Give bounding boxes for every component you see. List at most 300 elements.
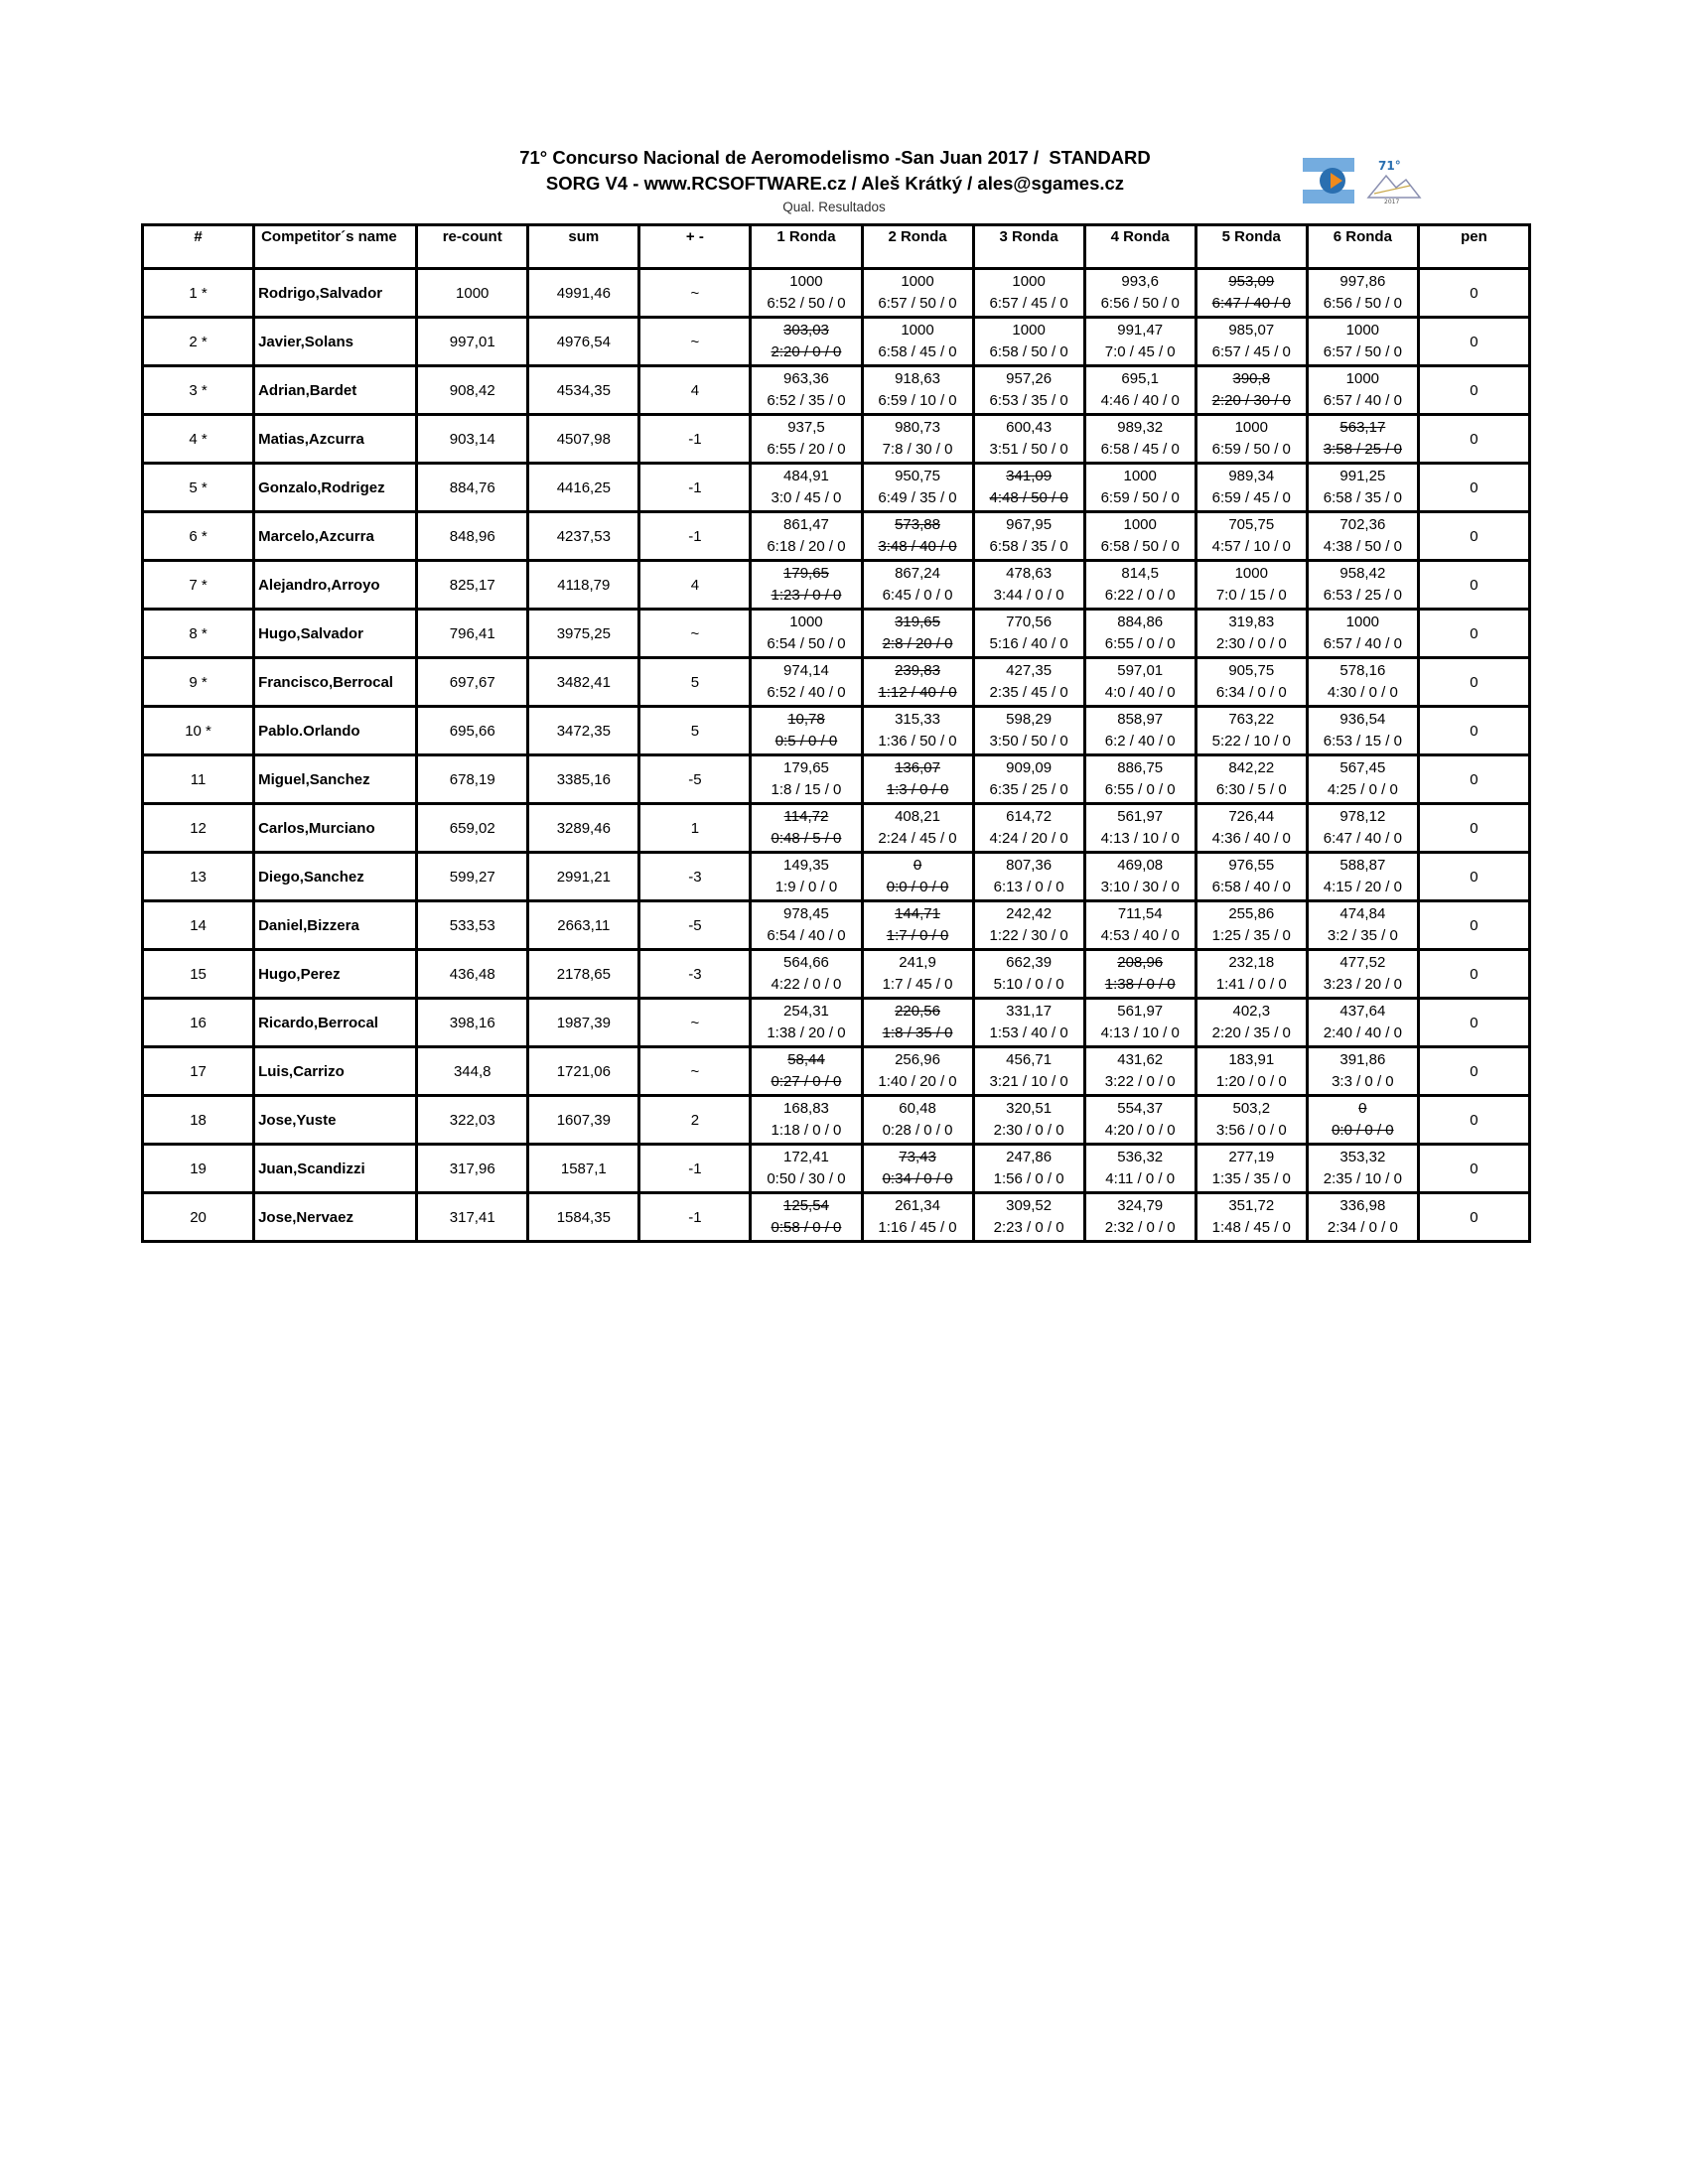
round-time-points: 3:22 / 0 / 0 bbox=[1104, 1073, 1176, 1090]
round-score: 598,29 bbox=[1006, 711, 1053, 728]
round-6-cell bbox=[1307, 415, 1418, 464]
round-time-points: 4:46 / 40 / 0 bbox=[1100, 392, 1180, 409]
round-score: 144,71 bbox=[895, 905, 940, 922]
round-score: 1000 bbox=[1345, 614, 1380, 630]
round-score: 309,52 bbox=[1006, 1197, 1053, 1214]
recount-cell: 695,66 bbox=[417, 707, 528, 755]
competitor-name: Diego,Sanchez bbox=[254, 853, 417, 901]
round-score: 408,21 bbox=[895, 808, 940, 825]
penalty-cell: 0 bbox=[1418, 901, 1529, 950]
round-score: 261,34 bbox=[895, 1197, 940, 1214]
round-score: 807,36 bbox=[1006, 857, 1053, 874]
round-5-cell bbox=[1196, 512, 1307, 561]
table-row bbox=[143, 1096, 1530, 1145]
round-time-points: 7:0 / 15 / 0 bbox=[1215, 587, 1287, 604]
round-time-points: 3:56 / 0 / 0 bbox=[1215, 1122, 1287, 1139]
round-time-points: 4:36 / 40 / 0 bbox=[1211, 830, 1291, 847]
round-5-cell bbox=[1196, 658, 1307, 707]
round-2-cell bbox=[862, 1096, 973, 1145]
round-score: 232,18 bbox=[1228, 954, 1275, 971]
competitor-name: Hugo,Salvador bbox=[254, 610, 417, 658]
round-score: 567,45 bbox=[1339, 759, 1386, 776]
round-score: 614,72 bbox=[1006, 808, 1053, 825]
competitor-name: Carlos,Murciano bbox=[254, 804, 417, 853]
round-time-points: 2:23 / 0 / 0 bbox=[993, 1219, 1064, 1236]
table-row bbox=[143, 512, 1530, 561]
table-row bbox=[143, 464, 1530, 512]
round-time-points: 3:2 / 35 / 0 bbox=[1327, 927, 1398, 944]
logo-year-text: 2017 bbox=[1384, 199, 1400, 205]
penalty-cell: 0 bbox=[1418, 755, 1529, 804]
round-time-points: 1:9 / 0 / 0 bbox=[774, 879, 838, 895]
round-time-points: 6:59 / 50 / 0 bbox=[1211, 441, 1291, 458]
title-line-2: SORG V4 - www.RCSOFTWARE.cz / Aleš Krátký / ales@sgames.cz bbox=[545, 173, 1125, 194]
round-1-cell bbox=[751, 561, 862, 610]
round-score: 997,86 bbox=[1339, 273, 1386, 290]
recount-cell: 796,41 bbox=[417, 610, 528, 658]
round-3-cell bbox=[973, 1145, 1084, 1193]
round-score: 427,35 bbox=[1006, 662, 1053, 679]
round-1-cell bbox=[751, 269, 862, 318]
col-header-name: Competitor´s name bbox=[254, 225, 417, 269]
round-time-points: 1:23 / 0 / 0 bbox=[771, 587, 842, 604]
table-row bbox=[143, 610, 1530, 658]
round-6-cell bbox=[1307, 901, 1418, 950]
table-row bbox=[143, 999, 1530, 1047]
round-5-cell bbox=[1196, 415, 1307, 464]
contest-logo bbox=[1301, 156, 1450, 205]
competitor-name: Matias,Azcurra bbox=[254, 415, 417, 464]
round-time-points: 5:16 / 40 / 0 bbox=[989, 635, 1068, 652]
round-1-cell bbox=[751, 1193, 862, 1242]
round-time-points: 6:52 / 40 / 0 bbox=[767, 684, 846, 701]
diff-cell: ~ bbox=[639, 269, 751, 318]
header-row bbox=[143, 225, 1530, 269]
col-header-round-4: 4 Ronda bbox=[1084, 225, 1196, 269]
sum-cell: 1607,39 bbox=[528, 1096, 639, 1145]
recount-cell: 997,01 bbox=[417, 318, 528, 366]
round-time-points: 1:41 / 0 / 0 bbox=[1215, 976, 1287, 993]
round-time-points: 4:0 / 40 / 0 bbox=[1104, 684, 1176, 701]
position-cell: 18 bbox=[143, 1096, 254, 1145]
round-time-points: 6:58 / 40 / 0 bbox=[1211, 879, 1291, 895]
recount-cell: 903,14 bbox=[417, 415, 528, 464]
round-score: 978,12 bbox=[1339, 808, 1386, 825]
position-cell: 20 bbox=[143, 1193, 254, 1242]
round-time-points: 6:13 / 0 / 0 bbox=[993, 879, 1064, 895]
round-score: 1000 bbox=[901, 322, 934, 339]
col-header-pos: # bbox=[143, 225, 254, 269]
round-score: 1000 bbox=[1345, 322, 1380, 339]
penalty-cell: 0 bbox=[1418, 1193, 1529, 1242]
round-score: 247,86 bbox=[1006, 1149, 1053, 1165]
round-time-points: 6:47 / 40 / 0 bbox=[1323, 830, 1402, 847]
round-score: 564,66 bbox=[783, 954, 829, 971]
position-cell: 13 bbox=[143, 853, 254, 901]
round-2-cell bbox=[862, 269, 973, 318]
round-time-points: 3:3 / 0 / 0 bbox=[1332, 1073, 1394, 1090]
recount-cell: 825,17 bbox=[417, 561, 528, 610]
round-score: 963,36 bbox=[783, 370, 829, 387]
round-time-points: 6:52 / 35 / 0 bbox=[767, 392, 846, 409]
penalty-cell: 0 bbox=[1418, 318, 1529, 366]
round-2-cell bbox=[862, 950, 973, 999]
position-cell: 10 * bbox=[143, 707, 254, 755]
recount-cell: 533,53 bbox=[417, 901, 528, 950]
col-header-pen: pen bbox=[1418, 225, 1529, 269]
round-time-points: 4:30 / 0 / 0 bbox=[1327, 684, 1398, 701]
round-time-points: 4:20 / 0 / 0 bbox=[1104, 1122, 1176, 1139]
round-5-cell bbox=[1196, 901, 1307, 950]
round-3-cell bbox=[973, 269, 1084, 318]
diff-cell: -1 bbox=[639, 512, 751, 561]
table-row bbox=[143, 707, 1530, 755]
round-score: 884,86 bbox=[1117, 614, 1164, 630]
round-score: 136,07 bbox=[895, 759, 940, 776]
round-time-points: 6:54 / 40 / 0 bbox=[767, 927, 846, 944]
diff-cell: -1 bbox=[639, 1193, 751, 1242]
round-score: 456,71 bbox=[1006, 1051, 1053, 1068]
penalty-cell: 0 bbox=[1418, 1145, 1529, 1193]
round-4-cell bbox=[1084, 415, 1196, 464]
round-time-points: 4:15 / 20 / 0 bbox=[1323, 879, 1402, 895]
round-time-points: 4:53 / 40 / 0 bbox=[1100, 927, 1180, 944]
round-5-cell bbox=[1196, 804, 1307, 853]
round-2-cell bbox=[862, 1145, 973, 1193]
round-score: 953,09 bbox=[1228, 273, 1275, 290]
round-4-cell bbox=[1084, 707, 1196, 755]
round-score: 1000 bbox=[1234, 419, 1268, 436]
round-score: 179,65 bbox=[783, 565, 829, 582]
competitor-name: Javier,Solans bbox=[254, 318, 417, 366]
round-time-points: 1:40 / 20 / 0 bbox=[878, 1073, 957, 1090]
round-time-points: 6:58 / 45 / 0 bbox=[1100, 441, 1180, 458]
round-4-cell bbox=[1084, 950, 1196, 999]
penalty-cell: 0 bbox=[1418, 658, 1529, 707]
recount-cell: 908,42 bbox=[417, 366, 528, 415]
table-row bbox=[143, 269, 1530, 318]
round-score: 324,79 bbox=[1117, 1197, 1164, 1214]
round-score: 256,96 bbox=[895, 1051, 940, 1068]
position-cell: 11 bbox=[143, 755, 254, 804]
round-score: 1000 bbox=[901, 273, 934, 290]
round-6-cell bbox=[1307, 804, 1418, 853]
round-score: 336,98 bbox=[1339, 1197, 1386, 1214]
round-6-cell bbox=[1307, 512, 1418, 561]
competitor-name: Luis,Carrizo bbox=[254, 1047, 417, 1096]
round-score: 277,19 bbox=[1228, 1149, 1275, 1165]
round-score: 172,41 bbox=[783, 1149, 829, 1165]
round-time-points: 1:38 / 20 / 0 bbox=[767, 1024, 846, 1041]
round-time-points: 6:35 / 25 / 0 bbox=[989, 781, 1068, 798]
round-time-points: 3:58 / 25 / 0 bbox=[1323, 441, 1402, 458]
round-score: 319,83 bbox=[1228, 614, 1275, 630]
round-6-cell bbox=[1307, 1096, 1418, 1145]
round-score: 73,43 bbox=[899, 1149, 936, 1165]
round-score: 242,42 bbox=[1006, 905, 1053, 922]
round-time-points: 0:5 / 0 / 0 bbox=[774, 733, 838, 750]
round-time-points: 7:0 / 45 / 0 bbox=[1104, 343, 1176, 360]
round-5-cell bbox=[1196, 318, 1307, 366]
round-time-points: 4:25 / 0 / 0 bbox=[1327, 781, 1398, 798]
round-4-cell bbox=[1084, 804, 1196, 853]
sum-cell: 3472,35 bbox=[528, 707, 639, 755]
competitor-name: Hugo,Perez bbox=[254, 950, 417, 999]
sum-cell: 3289,46 bbox=[528, 804, 639, 853]
round-6-cell bbox=[1307, 464, 1418, 512]
round-1-cell bbox=[751, 1145, 862, 1193]
round-4-cell bbox=[1084, 464, 1196, 512]
round-score: 989,32 bbox=[1117, 419, 1164, 436]
round-time-points: 1:20 / 0 / 0 bbox=[1215, 1073, 1287, 1090]
competitor-name: Juan,Scandizzi bbox=[254, 1145, 417, 1193]
round-time-points: 0:58 / 0 / 0 bbox=[771, 1219, 842, 1236]
recount-cell: 848,96 bbox=[417, 512, 528, 561]
round-score: 484,91 bbox=[783, 468, 829, 484]
round-score: 1000 bbox=[789, 614, 823, 630]
position-cell: 5 * bbox=[143, 464, 254, 512]
round-score: 149,35 bbox=[783, 857, 829, 874]
diff-cell: -3 bbox=[639, 853, 751, 901]
competitor-name: Gonzalo,Rodrigez bbox=[254, 464, 417, 512]
round-time-points: 5:22 / 10 / 0 bbox=[1211, 733, 1291, 750]
round-score: 179,65 bbox=[783, 759, 829, 776]
round-score: 814,5 bbox=[1121, 565, 1159, 582]
round-time-points: 6:57 / 45 / 0 bbox=[989, 295, 1068, 312]
round-2-cell bbox=[862, 1193, 973, 1242]
sum-cell: 4507,98 bbox=[528, 415, 639, 464]
round-time-points: 6:2 / 40 / 0 bbox=[1104, 733, 1176, 750]
round-3-cell bbox=[973, 512, 1084, 561]
round-time-points: 6:59 / 50 / 0 bbox=[1100, 489, 1180, 506]
round-2-cell bbox=[862, 658, 973, 707]
round-score: 989,34 bbox=[1228, 468, 1275, 484]
position-cell: 19 bbox=[143, 1145, 254, 1193]
round-1-cell bbox=[751, 707, 862, 755]
round-score: 702,36 bbox=[1339, 516, 1386, 533]
recount-cell: 678,19 bbox=[417, 755, 528, 804]
round-score: 114,72 bbox=[783, 808, 829, 825]
penalty-cell: 0 bbox=[1418, 366, 1529, 415]
competitor-name: Alejandro,Arroyo bbox=[254, 561, 417, 610]
penalty-cell: 0 bbox=[1418, 707, 1529, 755]
round-time-points: 6:49 / 35 / 0 bbox=[878, 489, 957, 506]
round-4-cell bbox=[1084, 853, 1196, 901]
round-score: 220,56 bbox=[895, 1003, 940, 1020]
competitor-name: Rodrigo,Salvador bbox=[254, 269, 417, 318]
table-row bbox=[143, 853, 1530, 901]
round-time-points: 0:50 / 30 / 0 bbox=[767, 1170, 846, 1187]
sum-cell: 4118,79 bbox=[528, 561, 639, 610]
round-time-points: 7:8 / 30 / 0 bbox=[882, 441, 953, 458]
sum-cell: 4237,53 bbox=[528, 512, 639, 561]
round-4-cell bbox=[1084, 512, 1196, 561]
round-time-points: 6:56 / 50 / 0 bbox=[1323, 295, 1402, 312]
round-score: 993,6 bbox=[1121, 273, 1159, 290]
round-time-points: 6:57 / 50 / 0 bbox=[878, 295, 957, 312]
round-score: 600,43 bbox=[1006, 419, 1053, 436]
round-1-cell bbox=[751, 755, 862, 804]
round-time-points: 6:58 / 45 / 0 bbox=[878, 343, 957, 360]
sum-cell: 4991,46 bbox=[528, 269, 639, 318]
round-score: 770,56 bbox=[1006, 614, 1053, 630]
round-score: 588,87 bbox=[1339, 857, 1386, 874]
round-score: 726,44 bbox=[1228, 808, 1275, 825]
round-score: 937,5 bbox=[787, 419, 825, 436]
table-row bbox=[143, 950, 1530, 999]
round-4-cell bbox=[1084, 366, 1196, 415]
table-row bbox=[143, 561, 1530, 610]
round-score: 58,44 bbox=[787, 1051, 825, 1068]
round-6-cell bbox=[1307, 610, 1418, 658]
round-score: 402,3 bbox=[1232, 1003, 1271, 1020]
round-5-cell bbox=[1196, 999, 1307, 1047]
diff-cell: -1 bbox=[639, 464, 751, 512]
round-score: 0 bbox=[1358, 1100, 1367, 1117]
round-time-points: 6:59 / 45 / 0 bbox=[1211, 489, 1291, 506]
round-score: 918,63 bbox=[895, 370, 940, 387]
round-1-cell bbox=[751, 610, 862, 658]
diff-cell: 5 bbox=[639, 707, 751, 755]
round-time-points: 0:34 / 0 / 0 bbox=[882, 1170, 953, 1187]
diff-cell: -5 bbox=[639, 901, 751, 950]
round-score: 705,75 bbox=[1228, 516, 1275, 533]
diff-cell: 1 bbox=[639, 804, 751, 853]
round-time-points: 6:58 / 35 / 0 bbox=[989, 538, 1068, 555]
sum-cell: 2663,11 bbox=[528, 901, 639, 950]
sum-cell: 1587,1 bbox=[528, 1145, 639, 1193]
round-time-points: 3:48 / 40 / 0 bbox=[878, 538, 957, 555]
round-time-points: 2:40 / 40 / 0 bbox=[1323, 1024, 1402, 1041]
table-row bbox=[143, 1047, 1530, 1096]
round-time-points: 1:7 / 45 / 0 bbox=[882, 976, 953, 993]
round-time-points: 1:12 / 40 / 0 bbox=[878, 684, 957, 701]
penalty-cell: 0 bbox=[1418, 561, 1529, 610]
title-line-1: 71° Concurso Nacional de Aeromodelismo -San Juan 2017 / STANDARD bbox=[519, 147, 1151, 168]
round-time-points: 6:57 / 50 / 0 bbox=[1323, 343, 1402, 360]
round-3-cell bbox=[973, 610, 1084, 658]
table-row bbox=[143, 658, 1530, 707]
round-score: 554,37 bbox=[1117, 1100, 1164, 1117]
round-score: 390,8 bbox=[1232, 370, 1271, 387]
round-score: 958,42 bbox=[1339, 565, 1386, 582]
round-1-cell bbox=[751, 1096, 862, 1145]
round-time-points: 1:8 / 15 / 0 bbox=[771, 781, 842, 798]
col-header-round-5: 5 Ronda bbox=[1196, 225, 1307, 269]
round-3-cell bbox=[973, 707, 1084, 755]
round-score: 315,33 bbox=[895, 711, 940, 728]
round-score: 503,2 bbox=[1232, 1100, 1271, 1117]
table-row bbox=[143, 318, 1530, 366]
round-score: 886,75 bbox=[1117, 759, 1164, 776]
competitor-name: Miguel,Sanchez bbox=[254, 755, 417, 804]
sum-cell: 3385,16 bbox=[528, 755, 639, 804]
round-time-points: 0:27 / 0 / 0 bbox=[771, 1073, 842, 1090]
round-time-points: 6:55 / 20 / 0 bbox=[767, 441, 846, 458]
round-score: 967,95 bbox=[1006, 516, 1053, 533]
round-score: 597,01 bbox=[1117, 662, 1164, 679]
position-cell: 6 * bbox=[143, 512, 254, 561]
sum-cell: 4976,54 bbox=[528, 318, 639, 366]
round-2-cell bbox=[862, 366, 973, 415]
penalty-cell: 0 bbox=[1418, 804, 1529, 853]
recount-cell: 317,96 bbox=[417, 1145, 528, 1193]
sum-cell: 4534,35 bbox=[528, 366, 639, 415]
round-score: 10,78 bbox=[787, 711, 825, 728]
round-2-cell bbox=[862, 464, 973, 512]
round-time-points: 2:20 / 35 / 0 bbox=[1211, 1024, 1291, 1041]
round-time-points: 0:0 / 0 / 0 bbox=[886, 879, 949, 895]
round-score: 351,72 bbox=[1228, 1197, 1275, 1214]
round-score: 183,91 bbox=[1228, 1051, 1275, 1068]
round-4-cell bbox=[1084, 269, 1196, 318]
round-6-cell bbox=[1307, 755, 1418, 804]
round-score: 331,17 bbox=[1006, 1003, 1053, 1020]
round-time-points: 6:55 / 0 / 0 bbox=[1104, 781, 1176, 798]
round-time-points: 6:55 / 0 / 0 bbox=[1104, 635, 1176, 652]
round-time-points: 6:57 / 45 / 0 bbox=[1211, 343, 1291, 360]
round-3-cell bbox=[973, 318, 1084, 366]
round-time-points: 4:38 / 50 / 0 bbox=[1323, 538, 1402, 555]
round-time-points: 4:13 / 10 / 0 bbox=[1100, 1024, 1180, 1041]
position-cell: 16 bbox=[143, 999, 254, 1047]
round-time-points: 2:32 / 0 / 0 bbox=[1104, 1219, 1176, 1236]
table-row bbox=[143, 1145, 1530, 1193]
round-time-points: 4:13 / 10 / 0 bbox=[1100, 830, 1180, 847]
round-time-points: 6:34 / 0 / 0 bbox=[1215, 684, 1287, 701]
diff-cell: ~ bbox=[639, 999, 751, 1047]
subtitle: Qual. Resultados bbox=[782, 200, 886, 214]
round-5-cell bbox=[1196, 610, 1307, 658]
recount-cell: 322,03 bbox=[417, 1096, 528, 1145]
penalty-cell: 0 bbox=[1418, 853, 1529, 901]
round-time-points: 3:51 / 50 / 0 bbox=[989, 441, 1068, 458]
position-cell: 14 bbox=[143, 901, 254, 950]
round-time-points: 6:18 / 20 / 0 bbox=[767, 538, 846, 555]
round-6-cell bbox=[1307, 999, 1418, 1047]
round-4-cell bbox=[1084, 1193, 1196, 1242]
round-time-points: 4:48 / 50 / 0 bbox=[989, 489, 1068, 506]
round-score: 578,16 bbox=[1339, 662, 1386, 679]
round-time-points: 0:28 / 0 / 0 bbox=[882, 1122, 953, 1139]
penalty-cell: 0 bbox=[1418, 1096, 1529, 1145]
round-3-cell bbox=[973, 1047, 1084, 1096]
recount-cell: 398,16 bbox=[417, 999, 528, 1047]
col-header-diff: + - bbox=[639, 225, 751, 269]
position-cell: 12 bbox=[143, 804, 254, 853]
round-1-cell bbox=[751, 512, 862, 561]
round-score: 867,24 bbox=[895, 565, 940, 582]
round-6-cell bbox=[1307, 707, 1418, 755]
competitor-name: Daniel,Bizzera bbox=[254, 901, 417, 950]
penalty-cell: 0 bbox=[1418, 1047, 1529, 1096]
logo-badge-text: 71° bbox=[1378, 159, 1401, 173]
round-score: 478,63 bbox=[1006, 565, 1053, 582]
round-time-points: 6:58 / 50 / 0 bbox=[1100, 538, 1180, 555]
round-score: 1000 bbox=[1012, 322, 1046, 339]
position-cell: 9 * bbox=[143, 658, 254, 707]
round-5-cell bbox=[1196, 755, 1307, 804]
round-time-points: 2:34 / 0 / 0 bbox=[1327, 1219, 1398, 1236]
round-time-points: 0:0 / 0 / 0 bbox=[1332, 1122, 1394, 1139]
round-score: 1000 bbox=[1345, 370, 1380, 387]
position-cell: 1 * bbox=[143, 269, 254, 318]
table-row bbox=[143, 901, 1530, 950]
round-score: 241,9 bbox=[899, 954, 936, 971]
round-3-cell bbox=[973, 366, 1084, 415]
round-score: 536,32 bbox=[1117, 1149, 1164, 1165]
round-time-points: 4:57 / 10 / 0 bbox=[1211, 538, 1291, 555]
